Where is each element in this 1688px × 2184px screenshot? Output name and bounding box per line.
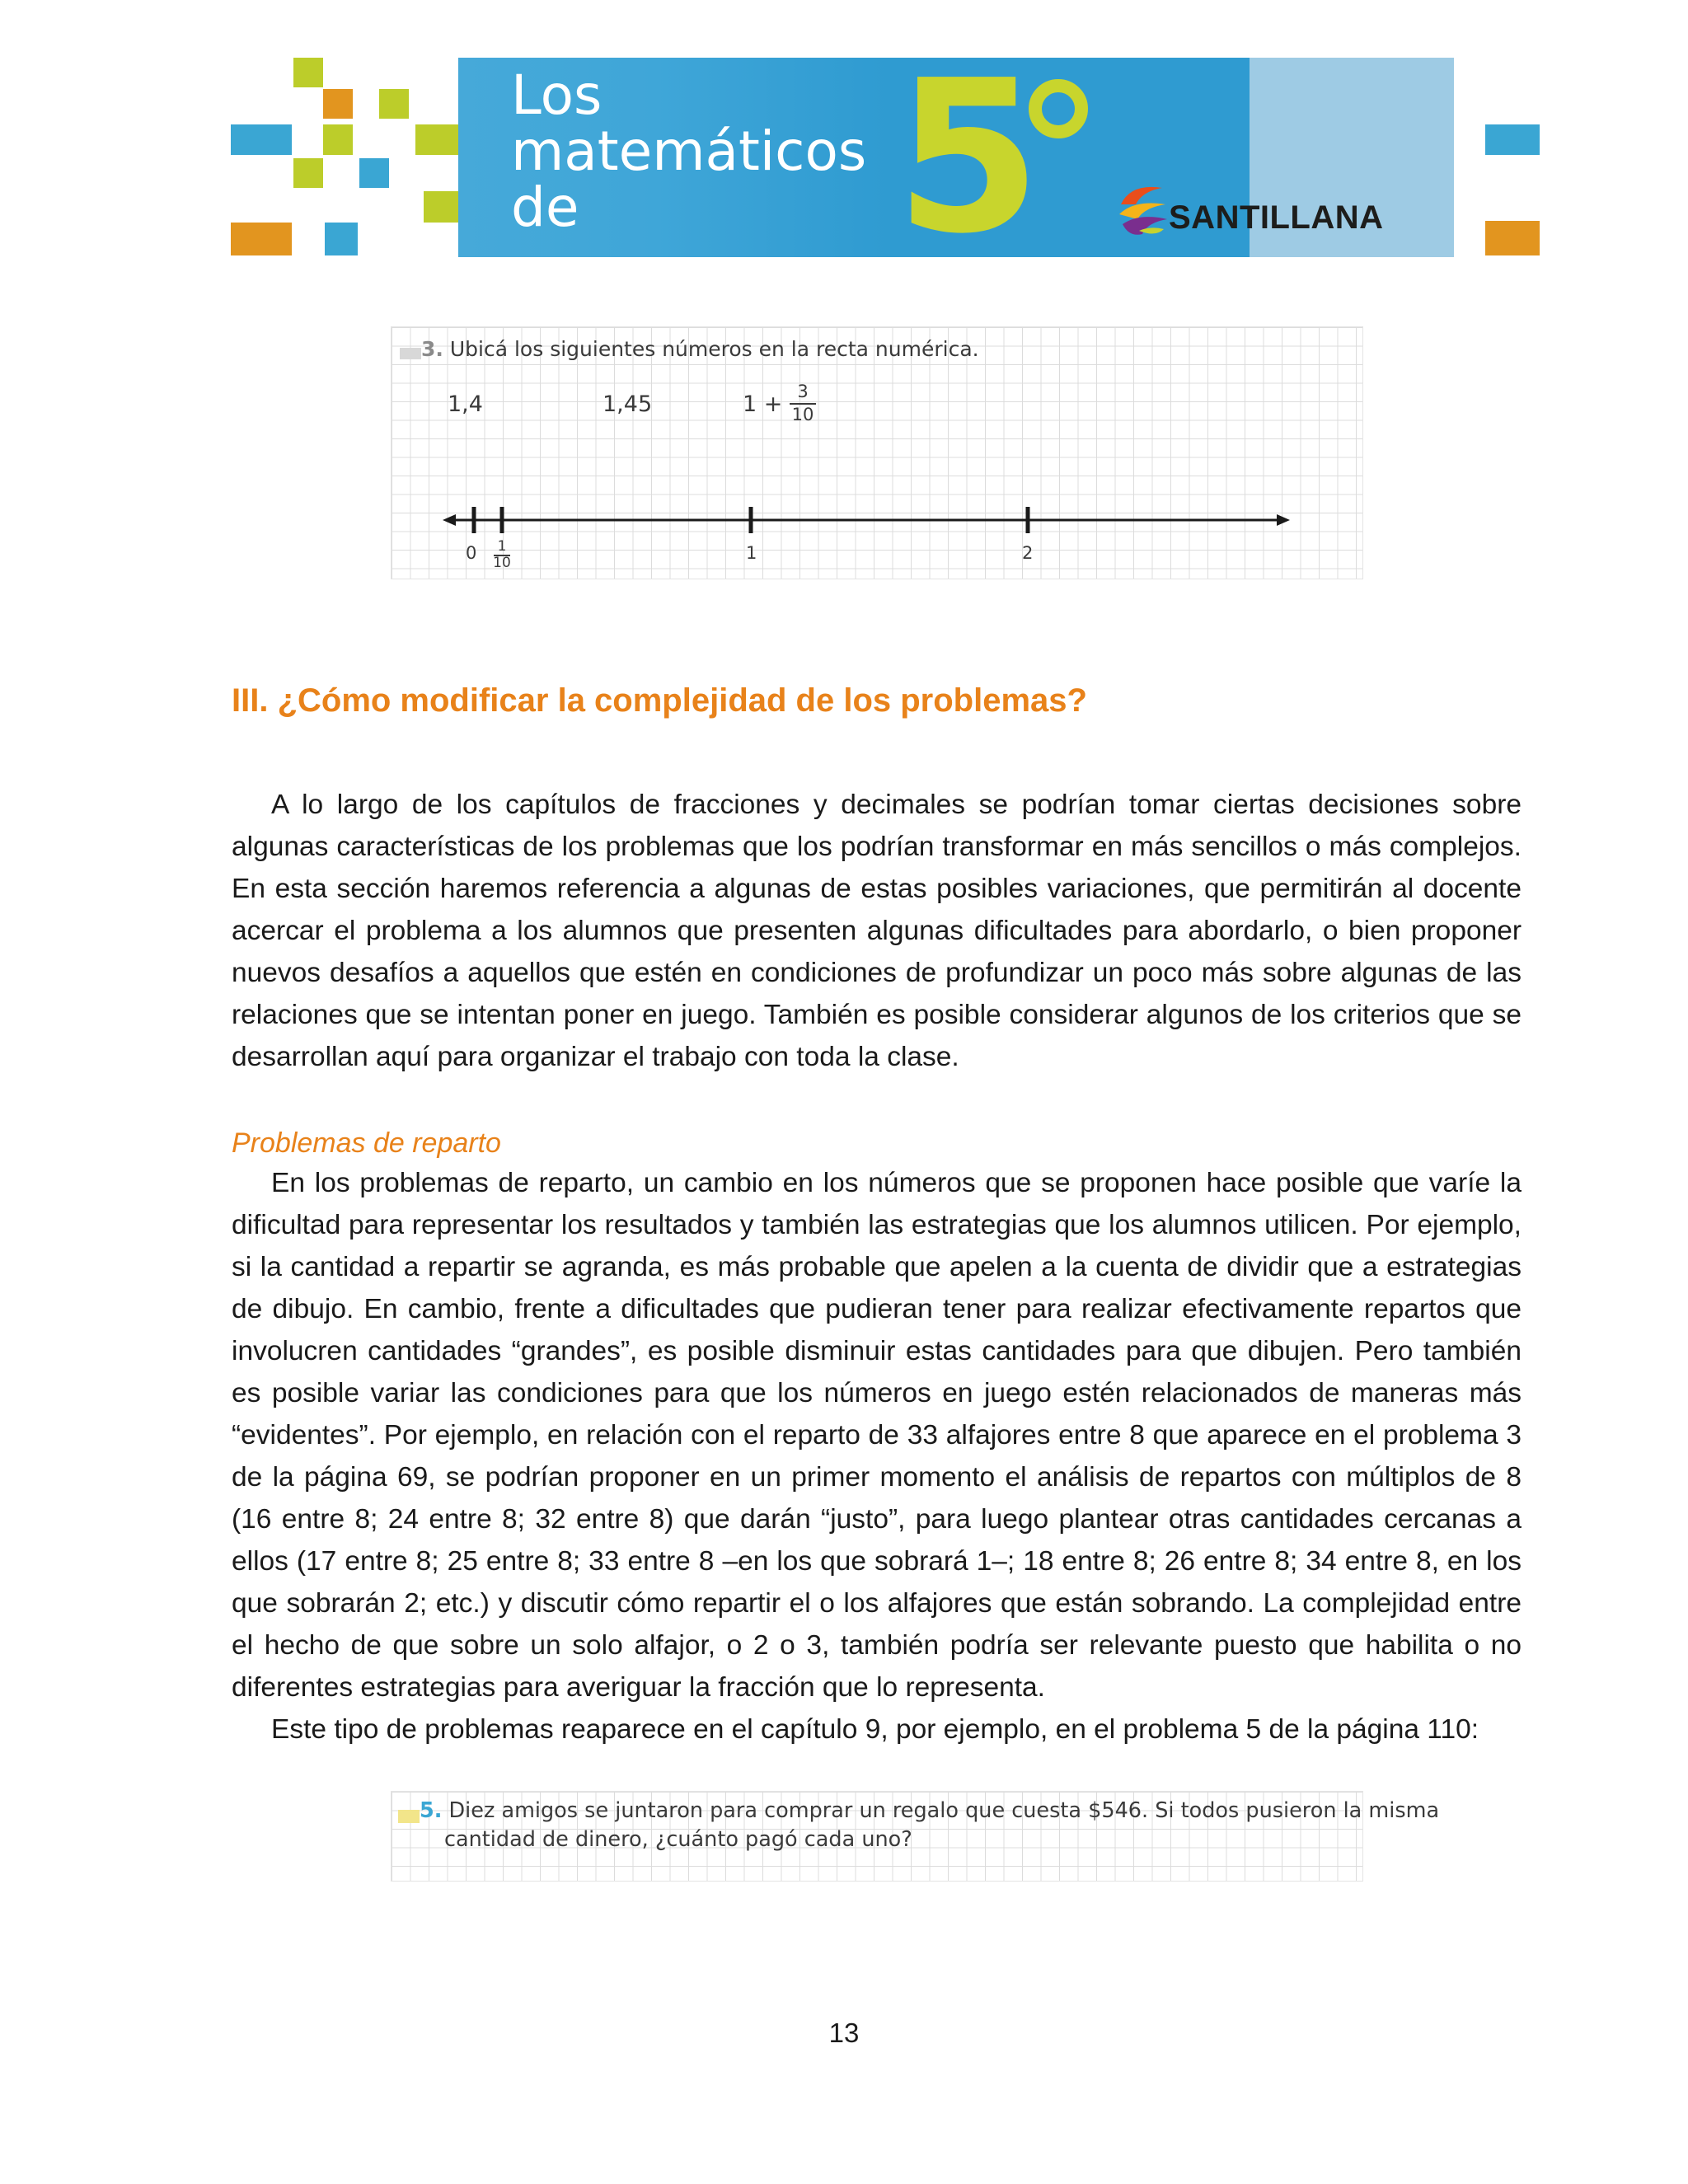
exercise-3-box <box>391 326 1363 579</box>
number-highlight <box>398 1810 420 1823</box>
decor-square <box>1485 221 1540 255</box>
exercise-5-line <box>420 1798 1439 1823</box>
tick-label-two: 2 <box>1022 543 1034 563</box>
banner-title-line: de <box>511 176 579 239</box>
decor-square <box>359 158 389 188</box>
number-line <box>392 327 1362 579</box>
decor-square <box>323 89 353 119</box>
banner-title-line: Los <box>511 63 603 127</box>
tick-label-tenth-numerator: 1 <box>497 538 507 555</box>
decor-square <box>424 191 458 223</box>
fraction-numerator: 3 <box>797 382 809 401</box>
decor-square <box>231 124 292 155</box>
tick-label-zero: 0 <box>466 543 477 563</box>
decor-square <box>379 89 409 119</box>
decor-square <box>323 124 353 155</box>
intro-paragraph: A lo largo de los capítulos de fracciones y decimales se podrían tomar ciertas decisiones sobre algunas características de los problemas que los podrían transformar en más sencillos o más complejos. En esta sección haremos referencia a algunas de estas posibles variaciones, que permitirán al docente acercar el problema a los alumnos que presenten algunas dificultades para abordarlo, o bien proponer nuevos desafíos a aquellos que estén en condiciones de profundizar un poco más sobre algunas de las relaciones que se intentan poner en juego. También es posible considerar algunos de los criterios que se desarrollan aquí para organizar el trabajo con toda la clase. <box>232 790 1522 1072</box>
exercise-number: 3. <box>421 337 443 361</box>
decor-square <box>415 124 458 155</box>
tick-label-tenth-denominator: 10 <box>493 555 511 571</box>
number-to-place: 1,45 <box>603 391 653 417</box>
exercise-number: 5. <box>420 1798 443 1823</box>
degree-mark-icon <box>1029 79 1088 138</box>
publisher-name: SANTILLANA <box>1169 199 1384 236</box>
banner-title-block <box>458 35 1454 280</box>
decor-square <box>231 223 292 255</box>
body-paragraph: Este tipo de problemas reaparece en el capítulo 9, por ejemplo, en el problema 5 de la página 110: <box>271 1714 1479 1745</box>
fraction-denominator: 10 <box>791 405 814 424</box>
instruction-text: Ubicá los siguientes números en la recta numérica. <box>449 337 979 361</box>
number-to-place: 1,4 <box>448 391 483 417</box>
decor-square <box>293 58 323 87</box>
header-banner <box>0 0 1688 280</box>
exercise-5-text: cantidad de dinero, ¿cuánto pagó cada uno? <box>444 1827 912 1852</box>
exercise-5-text: Diez amigos se juntaron para comprar un regalo que cuesta $546. Si todos pusieron la misma <box>448 1798 1440 1823</box>
tick-label-one: 1 <box>746 543 757 563</box>
decor-square <box>293 158 323 188</box>
grade-number: 5 <box>895 35 1042 280</box>
banner-title-line: matemáticos <box>511 120 867 183</box>
decor-square <box>325 223 358 255</box>
exercise-5-box <box>391 1791 1440 1882</box>
mixed-whole: 1 + <box>743 391 783 417</box>
subsection-heading: Problemas de reparto <box>232 1127 501 1159</box>
section-heading: III. ¿Cómo modificar la complejidad de los problemas? <box>232 682 1087 719</box>
page-number: 13 <box>828 2018 860 2048</box>
body-paragraph: En los problemas de reparto, un cambio en los números que se proponen hace posible que varíe la dificultad para representar los resultados y también las estrategias que los alumnos utilicen. Por ejemplo, si la cantidad a repartir se agranda, es más probable que apelen a la cuenta de dividir que a estrategias de dibujo. En cambio, frente a dificultades que pudieran tener para realizar efectivamente repartos que involucren cantidades “grandes”, es posible disminuir estas cantidades para que dibujen. Pero también es posible variar las condiciones para que los números en juego estén relacionados de maneras más “evidentes”. Por ejemplo, en relación con el reparto de 33 alfajores entre 8 que aparece en el problema 3 de la página 69, se podrían proponer en un primer momento el análisis de repartos con múltiplos de 8 (16 entre 8; 24 entre 8; 32 entre 8) que darán “justo”, para luego plantear otras cantidades cercanas a ellos (17 entre 8; 25 entre 8; 33 entre 8 –en los que sobrará 1–; 18 entre 8; 26 entre 8; 34 entre 8, en los que sobrarán 2; etc.) y discutir cómo repartir el o los alfajores que están sobrando. La complejidad entre el hecho de que sobre un solo alfajor, o 2 o 3, también podría ser relevante puesto que habilita o no diferentes estrategias para averiguar la fracción que lo representa. <box>232 1168 1522 1703</box>
decor-square <box>1485 124 1540 155</box>
